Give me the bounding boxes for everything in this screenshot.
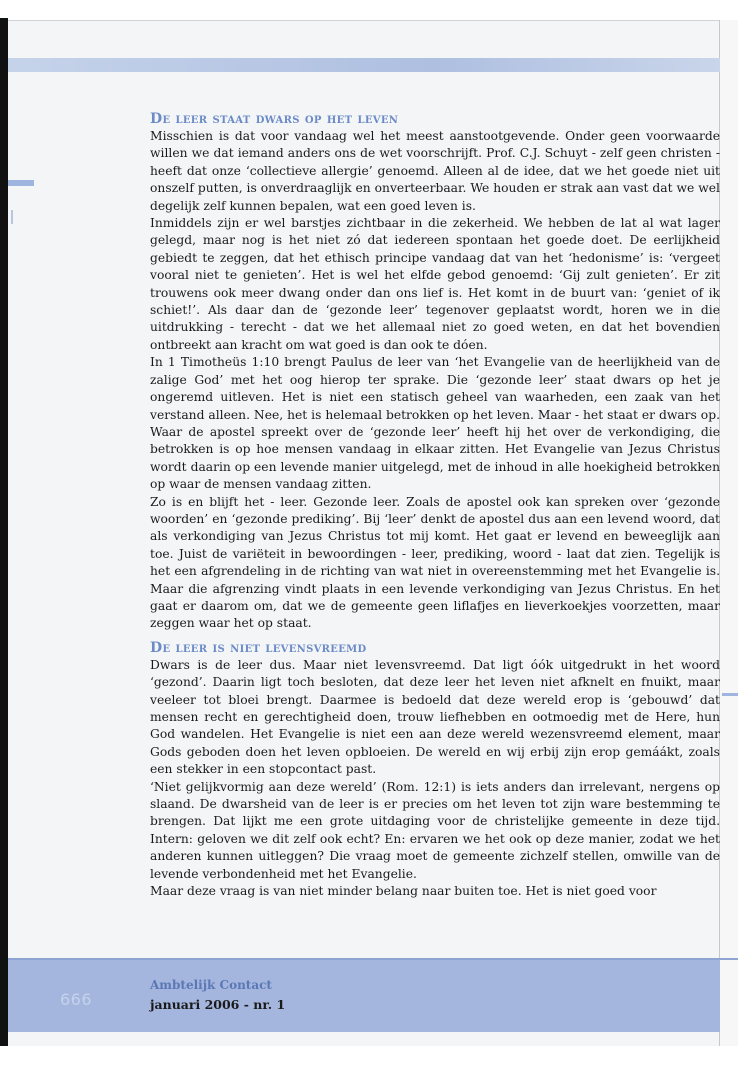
paragraph: Misschien is dat voor vandaag wel het meest aanstootgevende. Onder geen voorwaarde willen we dat iemand anders ons de wet voorschrijft. Prof. C.J. Schuyt - zelf geen christen - heeft dat onze ‘collectieve allergie’ genoemd. Alleen al de idee, dat we het goede niet uit onszelf putten, is onverdraaglijk en onverteerbaar. We houden er strak aan vast dat we wel degelijk zelf kunnen bepalen, wat een goed leven is. xyxy=(150,129,720,213)
gutter-marker xyxy=(722,693,738,696)
header-color-band xyxy=(8,58,720,72)
paragraph: Dwars is de leer dus. Maar niet levensvreemd. Dat ligt óók uitgedrukt in het woord ‘gezond’. Daarin ligt toch besloten, dat deze leer het leven niet afknelt en fnuikt, maar veeleer tot bloei brengt. Daarmee is bedoeld dat deze wereld erop is ‘gebouwd’ dat mensen recht en gerechtigheid doen, trouw liefhebben en ootmoedig met de Here, hun God wandelen. Het Evangelie is niet een aan deze wereld wezensvreemd element, maar Gods geboden doen het leven opbloeien. De wereld en wij erbij zijn erop gemáákt, zoals een stekker in een stopcontact past. xyxy=(150,657,720,777)
margin-tick xyxy=(11,210,13,224)
scan-bottom-margin xyxy=(0,1046,738,1068)
scan-left-edge xyxy=(0,18,8,1048)
section-heading-1: De leer staat dwars op het leven xyxy=(150,111,399,127)
footer-band xyxy=(8,958,720,1032)
paragraph: Zo is en blijft het - leer. Gezonde leer. Zoals de apostel ook kan spreken over ‘gezonde woorden’ en ‘gezonde prediking’. Bij ‘leer’ denkt de apostel dus aan een levend woord, dat als verkondiging van Jezus Christus tot mij komt. Het gaat er levend en beweeglijk aan toe. Juist de variëteit in bewoordingen - leer, prediking, woord - laat dat zien. Tegelijk is het een afgrendeling in de richting van wat niet in overeenstemming met het Evangelie is. Maar die afgrenzing vindt plaats in een levende verkondiging van Jezus Christus. En het gaat er daarom om, dat we de gemeente geen liflafjes en lieverkoekjes voorzetten, maar zeggen waar het op staat. xyxy=(150,494,720,631)
page-number: 666 xyxy=(60,990,93,1009)
margin-marker xyxy=(8,180,34,186)
section-heading-2: De leer is niet levensvreemd xyxy=(150,639,367,656)
footer-publication xyxy=(150,975,285,1015)
paragraph: Inmiddels zijn er wel barstjes zichtbaar in die zekerheid. We hebben de lat al wat lager gelegd, maar nog is het niet zó dat iedereen spontaan het goede doet. De eerlijkheid gebiedt te zeggen, dat het ethisch principe vandaag dat van het ‘hedonisme’ is: ‘vergeet vooral niet te genieten’. Het is wel het elfde gebod genoemd: ‘Gij zult genieten’. Er zit trouwens ook meer dwang onder dan ons lief is. Het komt in de buurt van: ‘geniet of ik schiet!’. Als daar dan de ‘gezonde leer’ tegenover geplaatst wordt, horen we in die uitdrukking - terecht - dat we het allemaal niet zo goed weten, en dat het bovendien ontbreekt aan kracht om wat goed is dan ook te dóen. xyxy=(150,216,720,352)
scan-top-margin xyxy=(0,0,738,20)
article-body xyxy=(150,110,720,900)
magazine-title: Ambtelijk Contact xyxy=(150,978,272,992)
paragraph: In 1 Timotheüs 1:10 brengt Paulus de leer van ‘het Evangelie van de heerlijkheid van de zalige God’ met het oog hierop ter sprake. Die ‘gezonde leer’ staat dwars op het je ongeremd uitleven. Het is niet een statisch geheel van waarheden, een zaak van het verstand alleen. Nee, het is helemaal betrokken op het leven. Maar - het staat er dwars op. Waar de apostel spreekt over de ‘gezonde leer’ heeft hij het over de verkondiging, die betrokken is op hoe mensen vandaag in elkaar zitten. Het Evangelie van Jezus Christus wordt daarin op een levende manier uitgelegd, met de inhoud in alle hoekigheid betrokken op waar de mensen vandaag zitten. xyxy=(150,355,720,492)
footer-rule xyxy=(8,958,738,960)
paragraph: ‘Niet gelijkvormig aan deze wereld’ (Rom. 12:1) is iets anders dan irrelevant, nergens op slaand. De dwarsheid van de leer is er precies om het leven tot zijn ware bestemming te brengen. Dat lijkt me een grote uitdaging voor de christelijke gemeente in deze tijd. Intern: geloven we dit zelf ook echt? En: ervaren we het ook op deze manier, zodat we het anderen kunnen uitleggen? Die vraag moet de gemeente zichzelf stellen, omwille van de levende verbondenheid met het Evangelie. xyxy=(150,779,720,881)
issue-label: januari 2006 - nr. 1 xyxy=(150,997,286,1012)
paragraph: Maar deze vraag is van niet minder belang naar buiten toe. Het is niet goed voor xyxy=(150,884,657,899)
page-gutter xyxy=(719,20,738,1046)
